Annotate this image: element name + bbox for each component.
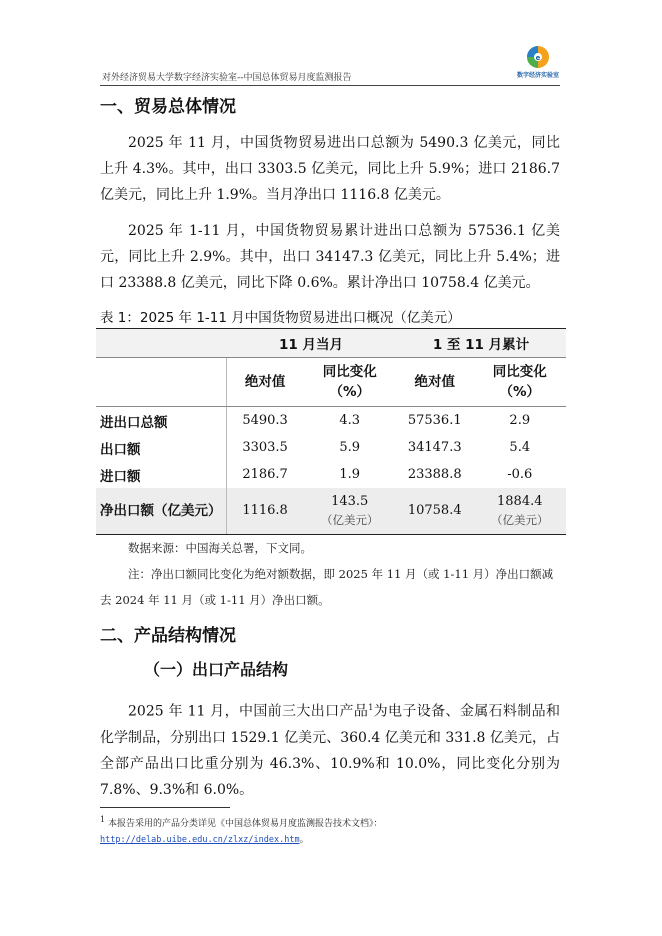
table-cell: 57536.1	[407, 413, 462, 428]
table-cell-unit: （亿美元）	[320, 513, 379, 527]
logo-text: 数字经济实验室	[516, 72, 559, 79]
table-cell	[304, 488, 396, 535]
svg-text:e: e	[535, 54, 541, 62]
table-row-label: 出口额	[100, 441, 141, 458]
table-column-header: 绝对值	[226, 358, 303, 407]
table-empty-header	[96, 358, 226, 407]
table-row	[96, 461, 566, 488]
footnote-divider	[100, 807, 230, 808]
table-cell	[474, 488, 566, 535]
page-header	[100, 40, 560, 86]
table-1-title: 表 1：2025 年 1-11 月中国货物贸易进出口概况（亿美元）	[100, 310, 461, 326]
table-column-header: 同比变化（%）	[474, 358, 566, 407]
table-1	[96, 328, 566, 535]
footnote-link[interactable]: http://delab.uibe.edu.cn/zlxz/index.htm	[100, 834, 300, 845]
footnote-reference[interactable]: 1	[368, 703, 374, 712]
table-group-header: 11 月当月	[226, 329, 396, 358]
section-2-subtitle: （一）出口产品结构	[144, 660, 289, 679]
section-1-paragraph-1: 2025 年 11 月，中国货物贸易进出口总额为 5490.3 亿美元，同比上升 4.3%。其中，出口 3303.5 亿美元，同比上升 5.9%；进口 2186.7 亿美元，同比上升 1.9%。当月净出口 1116.8 亿美元。	[100, 135, 560, 203]
table-cell: 4.3	[339, 413, 361, 428]
table-cell: 1116.8	[226, 488, 303, 535]
section-1-title: 一、贸易总体情况	[100, 97, 236, 117]
footnote	[100, 812, 560, 848]
table-column-header-row	[96, 358, 566, 407]
table-row	[96, 434, 566, 461]
section-2-paragraph	[100, 695, 560, 803]
table-cell: 23388.8	[407, 467, 462, 482]
footnote-mark: 1	[100, 814, 106, 824]
table-row-net-export	[96, 488, 566, 535]
table-cell: 5490.3	[226, 407, 303, 435]
table-cell: 2.9	[509, 413, 531, 428]
table-cell-unit: （亿美元）	[491, 513, 549, 527]
page-content	[100, 88, 560, 848]
table-cell: 5.4	[509, 440, 531, 455]
table-cell: 10758.4	[396, 488, 474, 535]
table-corner-cell	[96, 329, 226, 358]
header-text: 对外经济贸易大学数字经济实验室--中国总体贸易月度监测报告	[102, 73, 352, 83]
table-cell: 2186.7	[226, 461, 303, 488]
table-column-header: 同比变化（%）	[304, 358, 396, 407]
table-row-label: 进口额	[100, 468, 141, 485]
table-row-label: 进出口总额	[100, 414, 168, 431]
lab-logo	[516, 44, 560, 82]
table-cell: 5.9	[339, 440, 361, 455]
table-note: 注：净出口额同比变化为绝对额数据，即 2025 年 11 月（或 1-11 月）净出口额减去 2024 年 11 月（或 1-11 月）净出口额。	[100, 567, 554, 607]
section-2-title: 二、产品结构情况	[100, 626, 236, 646]
table-cell: -0.6	[507, 467, 533, 482]
table-source: 数据来源：中国海关总署，下文同。	[128, 541, 312, 555]
table-cell-value: 1884.4	[497, 494, 543, 509]
logo-globe-icon	[524, 44, 552, 70]
table-cell-value: 143.5	[331, 494, 369, 509]
table-group-header: 1 至 11 月累计	[396, 329, 566, 358]
table-group-header-row	[96, 329, 566, 358]
table-cell: 1.9	[339, 467, 361, 482]
footnote-text: 本报告采用的产品分类详见《中国总体贸易月度监测报告技术文档》：	[105, 818, 383, 829]
paragraph-text: 为电子设备、金属石料制品和化学制品，分别出口 1529.1 亿美元、360.4 亿美元和 331.8 亿美元，占全部产品出口比重分别为 46.3%、10.9%和 10.0%，同比变化分别为 7.8%、9.3%和 6.0%。	[100, 703, 561, 798]
paragraph-text: 2025 年 11 月，中国前三大出口产品	[128, 703, 369, 720]
table-cell: 34147.3	[407, 440, 462, 455]
table-column-header: 绝对值	[396, 358, 474, 407]
table-cell: 3303.5	[226, 434, 303, 461]
table-row	[96, 407, 566, 435]
table-row-label: 净出口额（亿美元）	[96, 488, 226, 535]
section-1-paragraph-2: 2025 年 1-11 月，中国货物贸易累计进出口总额为 57536.1 亿美元，同比上升 2.9%。其中，出口 34147.3 亿美元，同比上升 5.4%；进口 23388.8 亿美元，同比下降 0.6%。累计净出口 10758.4 亿美元。	[100, 223, 560, 291]
footnote-end: 。	[299, 834, 309, 845]
